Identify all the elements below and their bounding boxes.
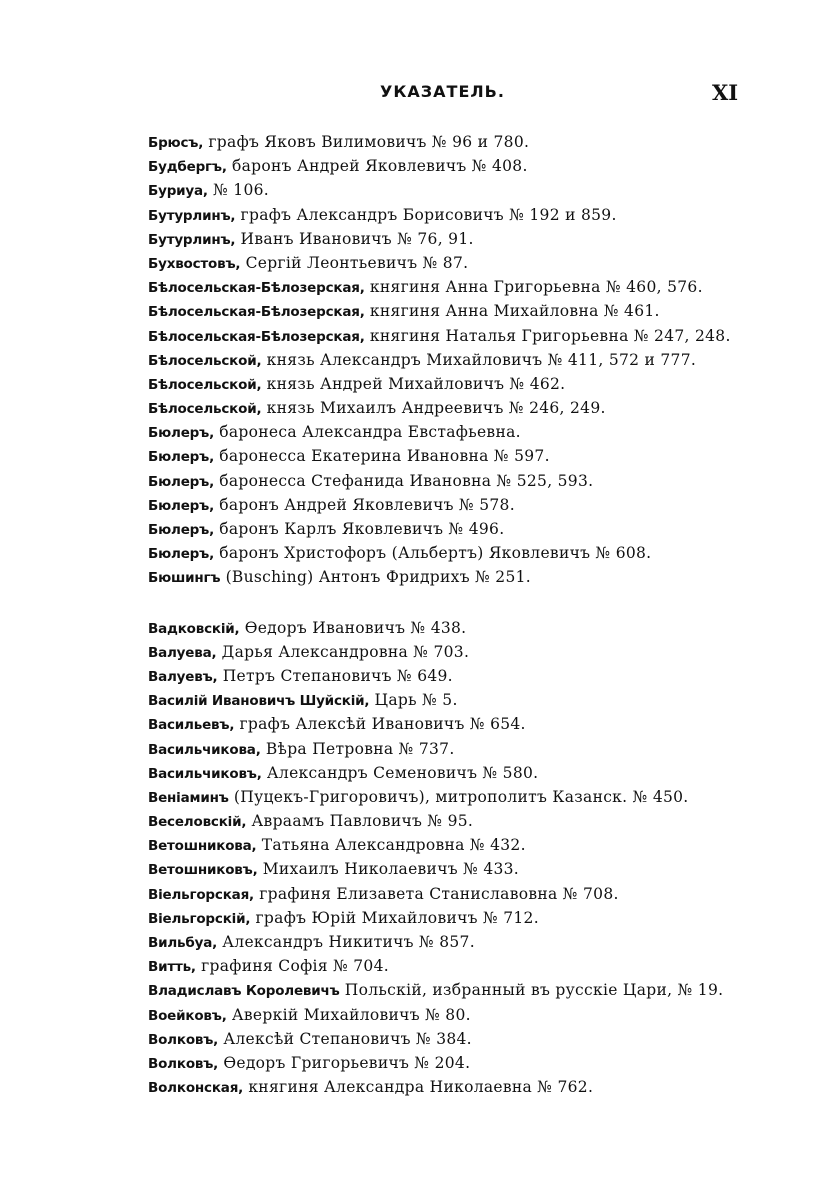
entry-details: князь Михаилъ Андреевичъ № 246, 249. xyxy=(261,399,606,418)
entry-surname: Бюлеръ, xyxy=(148,497,214,514)
index-entry xyxy=(148,954,798,978)
index-entry xyxy=(148,785,798,809)
entry-surname: Васильчиковъ, xyxy=(148,765,262,782)
entry-surname: Брюсъ, xyxy=(148,135,204,151)
entry-details: Михаилъ Николаевичъ № 433. xyxy=(257,860,520,879)
entry-details: баронеса Александра Евстафьевна. xyxy=(214,423,521,442)
index-entry xyxy=(148,737,798,761)
entry-surname: Владиславъ Королевичъ xyxy=(148,983,340,1000)
entry-surname: Бутурлинъ, xyxy=(148,231,236,248)
entry-surname: Бѣлосельская-Бѣлозерская, xyxy=(148,280,365,297)
index-entry xyxy=(148,251,798,275)
entry-surname: Волковъ, xyxy=(148,1055,219,1072)
index-entry xyxy=(148,396,798,420)
index-entry xyxy=(148,761,798,785)
index-entry xyxy=(148,227,798,251)
index-entry xyxy=(148,1027,798,1051)
entry-details: графъ Александръ Борисовичъ № 192 и 859. xyxy=(235,205,617,224)
index-entry xyxy=(148,372,798,396)
entry-surname: Ветошникова, xyxy=(148,838,257,855)
index-entries xyxy=(148,130,798,1099)
entry-details: князь Александръ Михайловичъ № 411, 572 и 777. xyxy=(261,350,697,369)
entry-details: княгиня Анна Григорьевна № 460, 576. xyxy=(364,278,703,297)
index-entry xyxy=(148,517,798,541)
entry-surname: Бюшингъ xyxy=(148,570,221,587)
entry-details: Вѣра Петровна № 737. xyxy=(260,739,455,758)
index-entry xyxy=(148,493,798,517)
entry-surname: Веселовскій, xyxy=(148,814,247,831)
index-entry xyxy=(148,275,798,299)
index-entry xyxy=(148,444,798,468)
index-entry xyxy=(148,324,798,348)
entry-surname: Волконская, xyxy=(148,1080,244,1097)
entry-surname: Васильевъ, xyxy=(148,717,235,734)
entry-surname: Бѣлосельская-Бѣлозерская, xyxy=(148,304,365,321)
index-entry xyxy=(148,882,798,906)
entry-details: (Пуцекъ-Григоровичъ), митрополитъ Казанск. № 450. xyxy=(228,787,689,806)
entry-surname: Віельгорскій, xyxy=(148,910,251,927)
page-header xyxy=(0,78,840,108)
entry-details: Петръ Степановичъ № 649. xyxy=(217,666,453,685)
entry-surname: Бѣлосельской, xyxy=(148,376,262,393)
entry-details: Аверкій Михайловичъ № 80. xyxy=(226,1005,471,1024)
entry-surname: Бюлеръ, xyxy=(148,546,214,563)
entry-details: Иванъ Ивановичъ № 76, 91. xyxy=(235,229,474,248)
entry-surname: Василій Ивановичъ Шуйскій, xyxy=(148,693,370,710)
entry-surname: Бѣлосельская-Бѣлозерская, xyxy=(148,328,365,345)
entry-surname: Бѣлосельской, xyxy=(148,352,262,369)
entry-surname: Васильчикова, xyxy=(148,741,261,758)
index-group-v xyxy=(148,616,798,1100)
running-title: УКАЗАТЕЛЬ. xyxy=(380,82,505,101)
index-entry xyxy=(148,906,798,930)
entry-surname: Воейковъ, xyxy=(148,1007,227,1024)
index-entry xyxy=(148,203,798,227)
index-entry xyxy=(148,1051,798,1075)
entry-details: княгиня Наталья Григорьевна № 247, 248. xyxy=(364,326,731,345)
entry-surname: Бюлеръ, xyxy=(148,449,214,466)
entry-surname: Бутурлинъ, xyxy=(148,207,236,224)
entry-surname: Ветошниковъ, xyxy=(148,862,258,879)
entry-details: баронъ Андрей Яковлевичъ № 408. xyxy=(226,157,528,176)
index-entry xyxy=(148,712,798,736)
entry-surname: Бюлеръ, xyxy=(148,425,214,442)
index-entry xyxy=(148,299,798,323)
entry-details: князь Андрей Михайловичъ № 462. xyxy=(261,374,566,393)
entry-details: графъ Юрій Михайловичъ № 712. xyxy=(250,908,539,927)
entry-details: графиня Елизавета Станиславовна № 708. xyxy=(253,884,619,903)
entry-details: Авраамъ Павловичъ № 95. xyxy=(246,812,474,831)
entry-surname: Бюлеръ, xyxy=(148,473,214,490)
entry-details: графиня Софія № 704. xyxy=(195,957,389,976)
index-entry xyxy=(148,565,798,589)
entry-surname: Буриуа, xyxy=(148,183,208,200)
index-entry xyxy=(148,809,798,833)
entry-details: Сергій Леонтьевичъ № 87. xyxy=(240,253,469,272)
page-number: XI xyxy=(712,80,739,105)
entry-details: Ѳедоръ Ивановичъ № 438. xyxy=(239,618,467,637)
entry-surname: Валуева, xyxy=(148,644,217,661)
entry-surname: Бѣлосельской, xyxy=(148,401,262,418)
index-group-b xyxy=(148,130,798,590)
index-entry xyxy=(148,420,798,444)
index-entry xyxy=(148,178,798,202)
index-entry xyxy=(148,541,798,565)
entry-details: княгиня Александра Николаевна № 762. xyxy=(243,1078,594,1097)
index-entry xyxy=(148,833,798,857)
entry-details: Ѳедоръ Григорьевичъ № 204. xyxy=(218,1053,471,1072)
entry-surname: Віельгорская, xyxy=(148,886,254,903)
entry-surname: Вадковскій, xyxy=(148,620,240,637)
entry-details: № 106. xyxy=(207,181,269,200)
entry-details: княгиня Анна Михайловна № 461. xyxy=(364,302,660,321)
index-entry xyxy=(148,348,798,372)
entry-surname: Витть, xyxy=(148,959,196,976)
entry-details: Царь № 5. xyxy=(369,691,458,710)
index-entry xyxy=(148,469,798,493)
index-entry xyxy=(148,1003,798,1027)
index-entry xyxy=(148,640,798,664)
entry-surname: Бюлеръ, xyxy=(148,522,214,538)
entry-details: Александръ Семеновичъ № 580. xyxy=(261,763,539,782)
entry-details: баронесса Стефанида Ивановна № 525, 593. xyxy=(214,471,594,490)
index-entry xyxy=(148,130,798,154)
index-entry xyxy=(148,978,798,1002)
index-entry xyxy=(148,688,798,712)
entry-details: Алексѣй Степановичъ № 384. xyxy=(218,1029,472,1048)
entry-details: графъ Алексѣй Ивановичъ № 654. xyxy=(234,715,526,734)
entry-surname: Валуевъ, xyxy=(148,668,218,685)
index-entry xyxy=(148,1075,798,1099)
entry-details: (Busching) Антонъ Фридрихъ № 251. xyxy=(220,568,531,587)
entry-details: баронесса Екатерина Ивановна № 597. xyxy=(214,447,550,466)
entry-details: Татьяна Александровна № 432. xyxy=(256,836,526,855)
entry-details: баронъ Андрей Яковлевичъ № 578. xyxy=(214,495,515,514)
entry-details: баронъ Христофоръ (Альбертъ) Яковлевичъ № 608. xyxy=(214,544,652,563)
entry-details: Польскій, избранный въ русскіе Цари, № 19. xyxy=(339,981,724,1000)
entry-surname: Вильбуа, xyxy=(148,935,218,951)
group-spacer xyxy=(148,590,798,616)
entry-surname: Бухвостовъ, xyxy=(148,255,241,272)
index-entry xyxy=(148,930,798,954)
entry-surname: Будбергъ, xyxy=(148,159,227,176)
index-entry xyxy=(148,857,798,881)
entry-surname: Веніаминъ xyxy=(148,789,229,806)
entry-surname: Волковъ, xyxy=(148,1031,219,1048)
entry-details: графъ Яковъ Вилимовичъ № 96 и 780. xyxy=(203,133,530,151)
index-entry xyxy=(148,664,798,688)
entry-details: Александръ Никитичъ № 857. xyxy=(217,933,475,951)
entry-details: баронъ Карлъ Яковлевичъ № 496. xyxy=(214,520,505,538)
index-entry xyxy=(148,616,798,640)
entry-details: Дарья Александровна № 703. xyxy=(216,642,470,661)
index-entry xyxy=(148,154,798,178)
